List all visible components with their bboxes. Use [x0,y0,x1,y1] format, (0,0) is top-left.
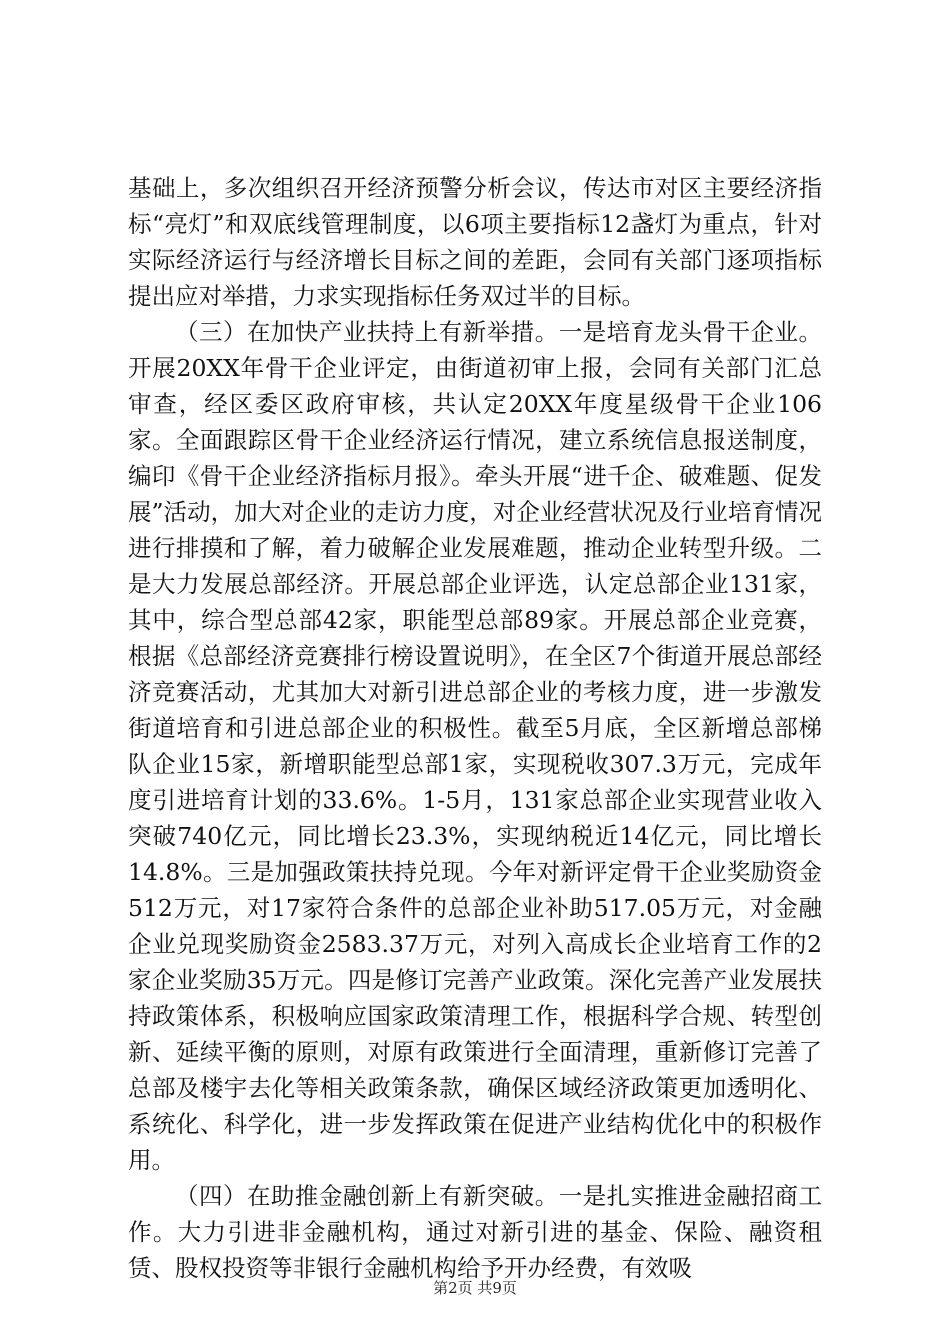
document-body [128,170,822,1286]
paragraph-financial-innovation: （四）在助推金融创新上有新突破。一是扎实推进金融招商工作。大力引进非金融机构，通过对新引进的基金、保险、融资租赁、股权投资等非银行金融机构给予开办经费，有效吸 [128,1182,822,1282]
page-footer: 第2页 共9页 [433,1279,517,1297]
paragraph-continuation: 基础上，多次组织召开经济预警分析会议，传达市对区主要经济指标“亮灯”和双底线管理制度，以6项主要指标12盏灯为重点，针对实际经济运行与经济增长目标之间的差距，会同有关部门逐项指标提出应对举措，力求实现指标任务双过半的目标。 [128,174,822,310]
paragraph-industry-support: （三）在加快产业扶持上有新举措。一是培育龙头骨干企业。开展20XX年骨干企业评定，由街道初审上报，会同有关部门汇总审查，经区委区政府审核，共认定20XX年度星级骨干企业106家。全面跟踪区骨干企业经济运行情况，建立系统信息报送制度，编印《骨干企业经济指标月报》。牵头开展“进千企、破难题、促发展”活动，加大对企业的走访力度，对企业经营状况及行业培育情况进行排摸和了解，着力破解企业发展难题，推动企业转型升级。二是大力发展总部经济。开展总部企业评选，认定总部企业131家，其中，综合型总部42家，职能型总部89家。开展总部企业竞赛，根据《总部经济竞赛排行榜设置说明》，在全区7个街道开展总部经济竞赛活动，尤其加大对新引进总部企业的考核力度，进一步激发街道培育和引进总部企业的积极性。截至5月底，全区新增总部梯队企业15家，新增职能型总部1家，实现税收307.3万元，完成年度引进培育计划的33.6%。1-5月，131家总部企业实现营业收入突破740亿元，同比增长23.3%，实现纳税近14亿元，同比增长14.8%。三是加强政策扶持兑现。今年对新评定骨干企业奖励资金512万元，对17家符合条件的总部企业补助517.05万元，对金融企业兑现奖励资金2583.37万元，对列入高成长企业培育工作的2家企业奖励35万元。四是修订完善产业政策。深化完善产业发展扶持政策体系，积极响应国家政策清理工作，根据科学合规、转型创新、延续平衡的原则，对原有政策进行全面清理，重新修订完善了总部及楼宇去化等相关政策条款，确保区域经济政策更加透明化、系统化、科学化，进一步发挥政策在促进产业结构优化中的积极作用。 [128,318,822,1174]
